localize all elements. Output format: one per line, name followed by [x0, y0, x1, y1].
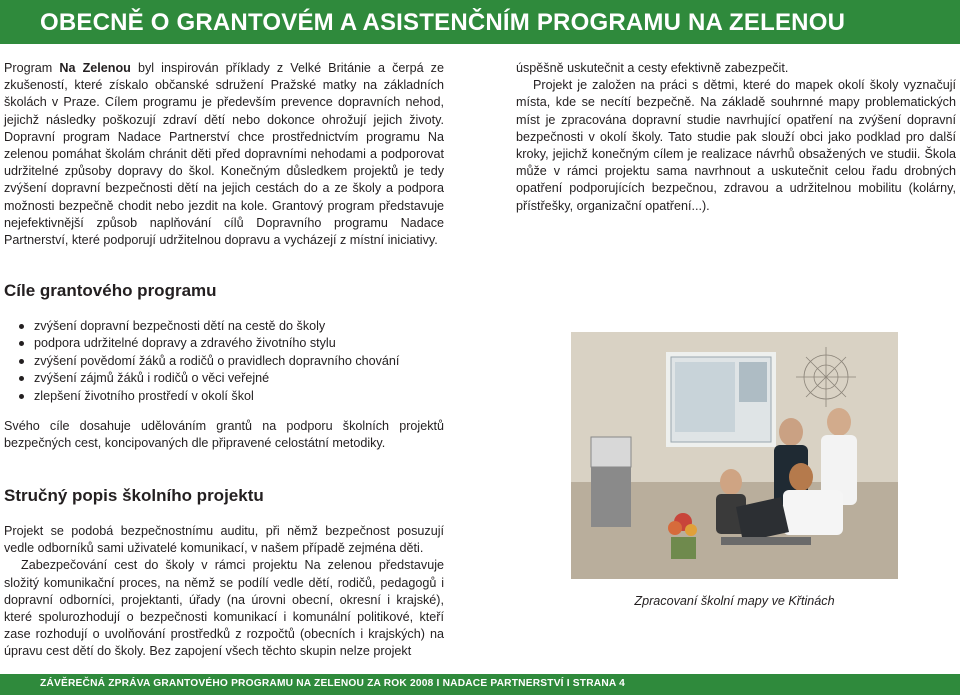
goals-summary [4, 418, 444, 452]
goals-heading: Cíle grantového programu [4, 281, 217, 300]
program-name: Na Zelenou [59, 61, 131, 75]
footer-bar [0, 674, 960, 695]
goal-text: zvýšení povědomí žáků a rodičů o pravidlech dopravního chování [34, 353, 400, 368]
bullet-icon [19, 394, 24, 399]
classroom-photo-illustration [571, 332, 898, 579]
bullet-icon [19, 359, 24, 364]
right-paragraph-1: úspěšně uskutečnit a cesty efektivně zabezpečit. [516, 61, 789, 75]
right-column [516, 60, 956, 215]
list-item [4, 335, 444, 352]
list-item [4, 318, 444, 335]
title-bar [0, 0, 960, 44]
project-heading: Stručný popis školního projektu [4, 486, 264, 505]
intro-body: byl inspirován příklady z Velké Británie a čerpá ze zkušeností, které získalo občanské sdružení Pražské matky na základních školách v Praze. Cílem programu je především prevence dopravních nehod, jejichž následky poškozují zdraví dětí nebo dokonce ohrožují jejich životy. Dopravní program Nadace Partnerství chce prostřednictvím programu Na zelenou pomáhat školám chránit děti před dopravními nehodami a podporovat udržitelné způsoby dopravy do škol. Konečným důsledkem projektů je tedy zvýšení dopravní bezpečnosti dětí na jejich cestách do a ze školy a podpora možnosti bezpečně chodit nebo jezdit na kole. Grantový program představuje nejefektivnější způsob naplňování cílů Dopravního programu Nadace Partnerství, které podporují udržitelnou dopravu a vycházejí z místní iniciativy. [4, 61, 444, 248]
intro-lead: Program [4, 61, 60, 75]
goal-text: zlepšení životního prostředí v okolí škol [34, 388, 254, 403]
goals-list [4, 318, 444, 405]
project-paragraph-2: Zabezpečování cest do školy v rámci projektu Na zelenou představuje složitý komunikační proces, na němž se podílí vedle dětí, rodičů, pedagogů i dopravní odborníci, projektanti, úřady (na úrovni obecní, okresní i krajské), které spolurozhodují o bezpečnosti komunikací i komunální politikové, kteří zase rozhodují o uvolňování prostředků z rozpočtů (obecních i krajských) na úpravu cest dětí do školy. Bez zapojení všech těchto skupin nelze projekt [4, 558, 444, 659]
bullet-icon [19, 324, 24, 329]
bullet-icon [19, 341, 24, 346]
classroom-photo [571, 332, 898, 579]
list-item [4, 388, 444, 405]
list-item [4, 370, 444, 387]
project-paragraph-1: Projekt se podobá bezpečnostnímu auditu, při němž bezpečnost posuzují vedle odborníků sami uživatelé komunikací, v našem případě zejména děti. [4, 524, 444, 556]
project-text [4, 523, 444, 661]
page-title: OBECNĚ O GRANTOVÉM A ASISTENČNÍM PROGRAMU NA ZELENOU [40, 9, 846, 36]
goal-text: zvýšení dopravní bezpečnosti dětí na cestě do školy [34, 319, 326, 333]
goals-paragraph: Svého cíle dosahuje udělováním grantů na podporu školních projektů bezpečných cest, koncipovaných dle připravené celostátní metodiky. [4, 419, 444, 451]
goal-text: zvýšení zájmů žáků i rodičů o věci veřejné [34, 371, 270, 386]
goal-text: podpora udržitelné dopravy a zdravého životního stylu [34, 336, 336, 351]
intro-column [4, 60, 444, 249]
photo-caption: Zpracovaní školní mapy ve Křtinách [634, 594, 835, 608]
list-item [4, 353, 444, 370]
footer-text: ZÁVĚREČNÁ ZPRÁVA GRANTOVÉHO PROGRAMU NA ZELENOU ZA ROK 2008 I NADACE PARTNERSTVÍ I STRANA 4 [40, 678, 625, 689]
right-paragraph-2: Projekt je založen na práci s dětmi, které do mapek okolí školy vyznačují místa, kde se necítí bezpečně. Na základě souhrnné mapy problematických míst je zpracována dopravní studie navrhující opatření na zvýšení dopravní bezpečnosti v okolí školy. Tato studie pak slouží obci jako podklad pro další kroky, jejichž konečným cílem je realizace návrhů obsažených ve studii. Škola může v rámci projektu sama navrhnout a uskutečnit celou řadu drobných opatření podporujících bezpečnou, zdravou a udržitelnou mobilitu (kolárny, přístřešky, organizační opatření...). [516, 78, 956, 213]
intro-paragraph [4, 60, 444, 249]
bullet-icon [19, 376, 24, 381]
